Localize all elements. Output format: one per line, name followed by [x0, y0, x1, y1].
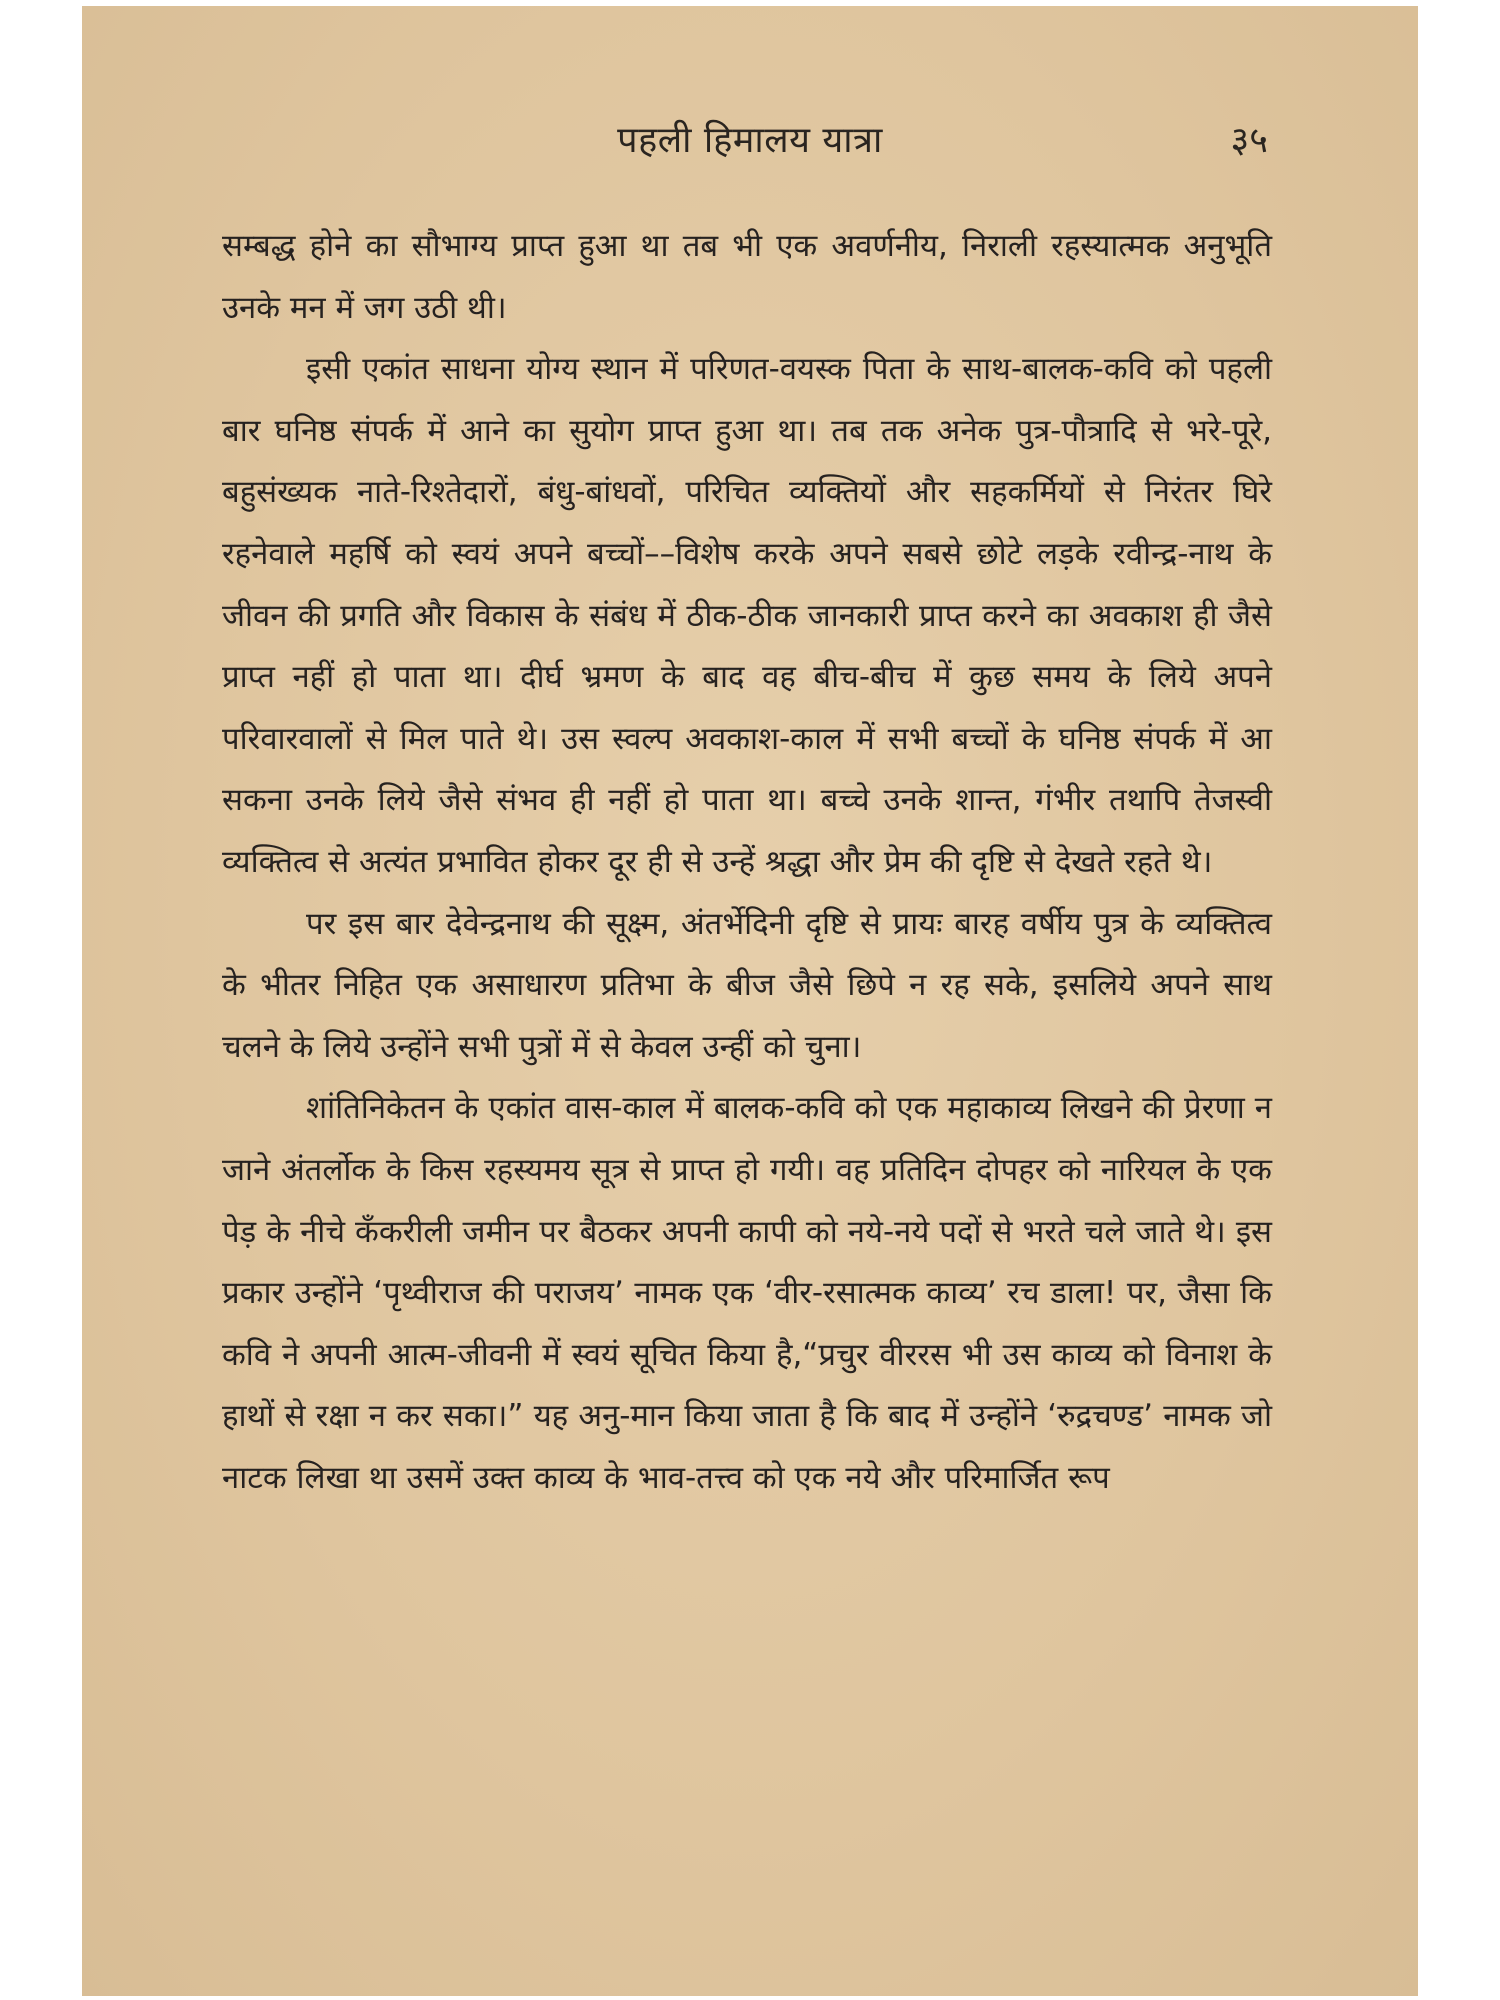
- running-header: [82, 114, 1418, 174]
- book-page: [82, 6, 1418, 1996]
- running-title: पहली हिमालय यात्रा: [617, 120, 883, 161]
- body-text: [222, 216, 1272, 1509]
- paragraph: शांतिनिकेतन के एकांत वास-काल में बालक-कवि को एक महाकाव्य लिखने की प्रेरणा न जाने अंतर्लोक के किस रहस्यमय सूत्र से प्राप्त हो गयी। वह प्रतिदिन दोपहर को नारियल के एक पेड़ के नीचे कँकरीली जमीन पर बैठकर अपनी कापी को नये-नये पदों से भरते चले जाते थे। इस प्रकार उन्होंने ‘पृथ्वीराज की पराजय’ नामक एक ‘वीर-रसात्मक काव्य’ रच डाला! पर, जैसा कि कवि ने अपनी आत्म-जीवनी में स्वयं सूचित किया है,“प्रचुर वीररस भी उस काव्य को विनाश के हाथों से रक्षा न कर सका।” यह अनु-मान किया जाता है कि बाद में उन्होंने ‘रुद्रचण्ड’ नामक जो नाटक लिखा था उसमें उक्त काव्य के भाव-तत्त्व को एक नये और परिमार्जित रूप: [222, 1090, 1272, 1496]
- page-number: ३५: [1230, 120, 1268, 161]
- paragraph-continued: सम्बद्ध होने का सौभाग्य प्राप्त हुआ था तब भी एक अवर्णनीय, निराली रहस्यात्मक अनुभूति उनके मन में जग उठी थी।: [222, 228, 1272, 326]
- paragraph: पर इस बार देवेन्द्रनाथ की सूक्ष्म, अंतर्भेदिनी दृष्टि से प्रायः बारह वर्षीय पुत्र के व्यक्तित्व के भीतर निहित एक असाधारण प्रतिभा के बीज जैसे छिपे न रह सके, इसलिये अपने साथ चलने के लिये उन्होंने सभी पुत्रों में से केवल उन्हीं को चुना।: [222, 905, 1272, 1065]
- paragraph: इसी एकांत साधना योग्य स्थान में परिणत-वयस्क पिता के साथ-बालक-कवि को पहली बार घनिष्ठ संपर्क में आने का सुयोग प्राप्त हुआ था। तब तक अनेक पुत्र-पौत्रादि से भरे-पूरे, बहुसंख्यक नाते-रिश्तेदारों, बंधु-बांधवों, परिचित व्यक्तियों और सहकर्मियों से निरंतर घिरे रहनेवाले महर्षि को स्वयं अपने बच्चों––विशेष करके अपने सबसे छोटे लड़के रवीन्द्र-नाथ के जीवन की प्रगति और विकास के संबंध में ठीक-ठीक जानकारी प्राप्त करने का अवकाश ही जैसे प्राप्त नहीं हो पाता था। दीर्घ भ्रमण के बाद वह बीच-बीच में कुछ समय के लिये अपने परिवारवालों से मिल पाते थे। उस स्वल्प अवकाश-काल में सभी बच्चों के घनिष्ठ संपर्क में आ सकना उनके लिये जैसे संभव ही नहीं हो पाता था। बच्चे उनके शान्त, गंभीर तथापि तेजस्वी व्यक्तित्व से अत्यंत प्रभावित होकर दूर ही से उन्हें श्रद्धा और प्रेम की दृष्टि से देखते रहते थे।: [222, 351, 1272, 880]
